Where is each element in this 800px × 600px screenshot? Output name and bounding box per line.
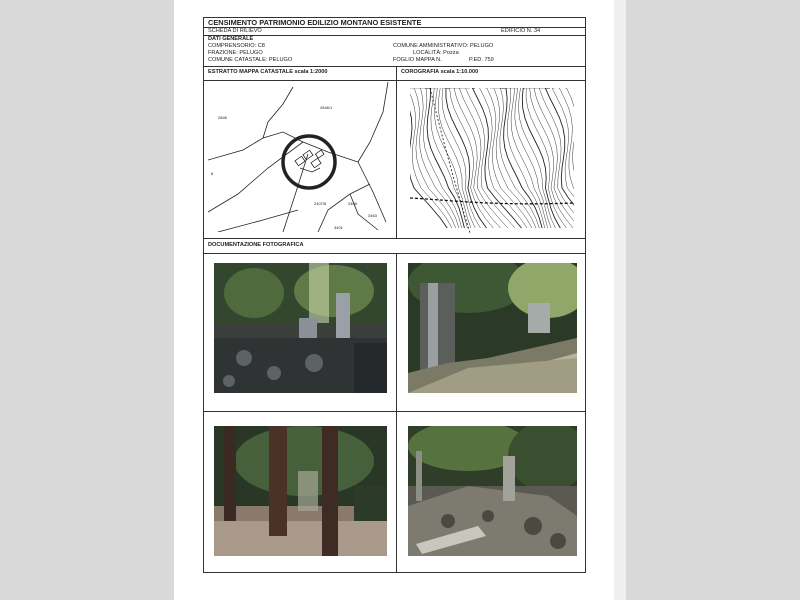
- comune-catastale: COMUNE CATASTALE: PELUGO: [208, 57, 293, 63]
- photo-forest-trees: [214, 426, 387, 556]
- cadastral-map: [208, 82, 392, 232]
- foglio-mappa: FOGLIO MAPPA N.: [393, 57, 442, 63]
- cadastral-map-heading: ESTRATTO MAPPA CATASTALE scala 1:2000: [208, 69, 328, 75]
- divider: [204, 35, 585, 36]
- map-divider: [396, 66, 397, 238]
- photo-ruins-front: [214, 263, 387, 393]
- general-heading: DATI GENERALE: [208, 36, 254, 42]
- divider: [204, 238, 585, 239]
- form-title: CENSIMENTO PATRIMONIO EDILIZIO MONTANO ESISTENTE: [208, 18, 422, 27]
- localita: LOCALITÀ: Pozza: [413, 50, 459, 56]
- photo-ruins-side: [408, 263, 577, 393]
- comprensorio: COMPRENSORIO: C8: [208, 43, 265, 49]
- parcel-label: 2408: [348, 201, 357, 206]
- parcel-label: 3463: [368, 213, 377, 218]
- divider: [204, 80, 585, 81]
- survey-form: [203, 17, 586, 573]
- page-edge-shadow: [614, 0, 626, 600]
- building-number: EDIFICIO N. 34: [501, 28, 541, 34]
- parcel-label: 8: [211, 171, 214, 176]
- divider: [204, 411, 585, 412]
- photo-rubble-path: [408, 426, 577, 556]
- corography-map: [410, 88, 574, 233]
- divider: [204, 66, 585, 67]
- parcel-label: 2846: [218, 115, 227, 120]
- form-subtitle: SCHEDA DI RILIEVO: [208, 28, 262, 34]
- parcel-label: 3401: [334, 225, 343, 230]
- comune-amministrativo: COMUNE AMMINISTRATIVO: PELUGO: [393, 43, 494, 49]
- particella-edificiale: P.ED. 759: [469, 57, 494, 63]
- corography-heading: COROGRAFIA scala 1:10.000: [401, 69, 479, 75]
- parcel-label: 2407/8: [314, 201, 327, 206]
- photo-documentation-heading: DOCUMENTAZIONE FOTOGRAFICA: [208, 242, 304, 248]
- parcel-label: 2846/1: [320, 105, 333, 110]
- frazione: FRAZIONE: PELUGO: [208, 50, 263, 56]
- divider: [204, 253, 585, 254]
- photo-divider: [396, 253, 397, 573]
